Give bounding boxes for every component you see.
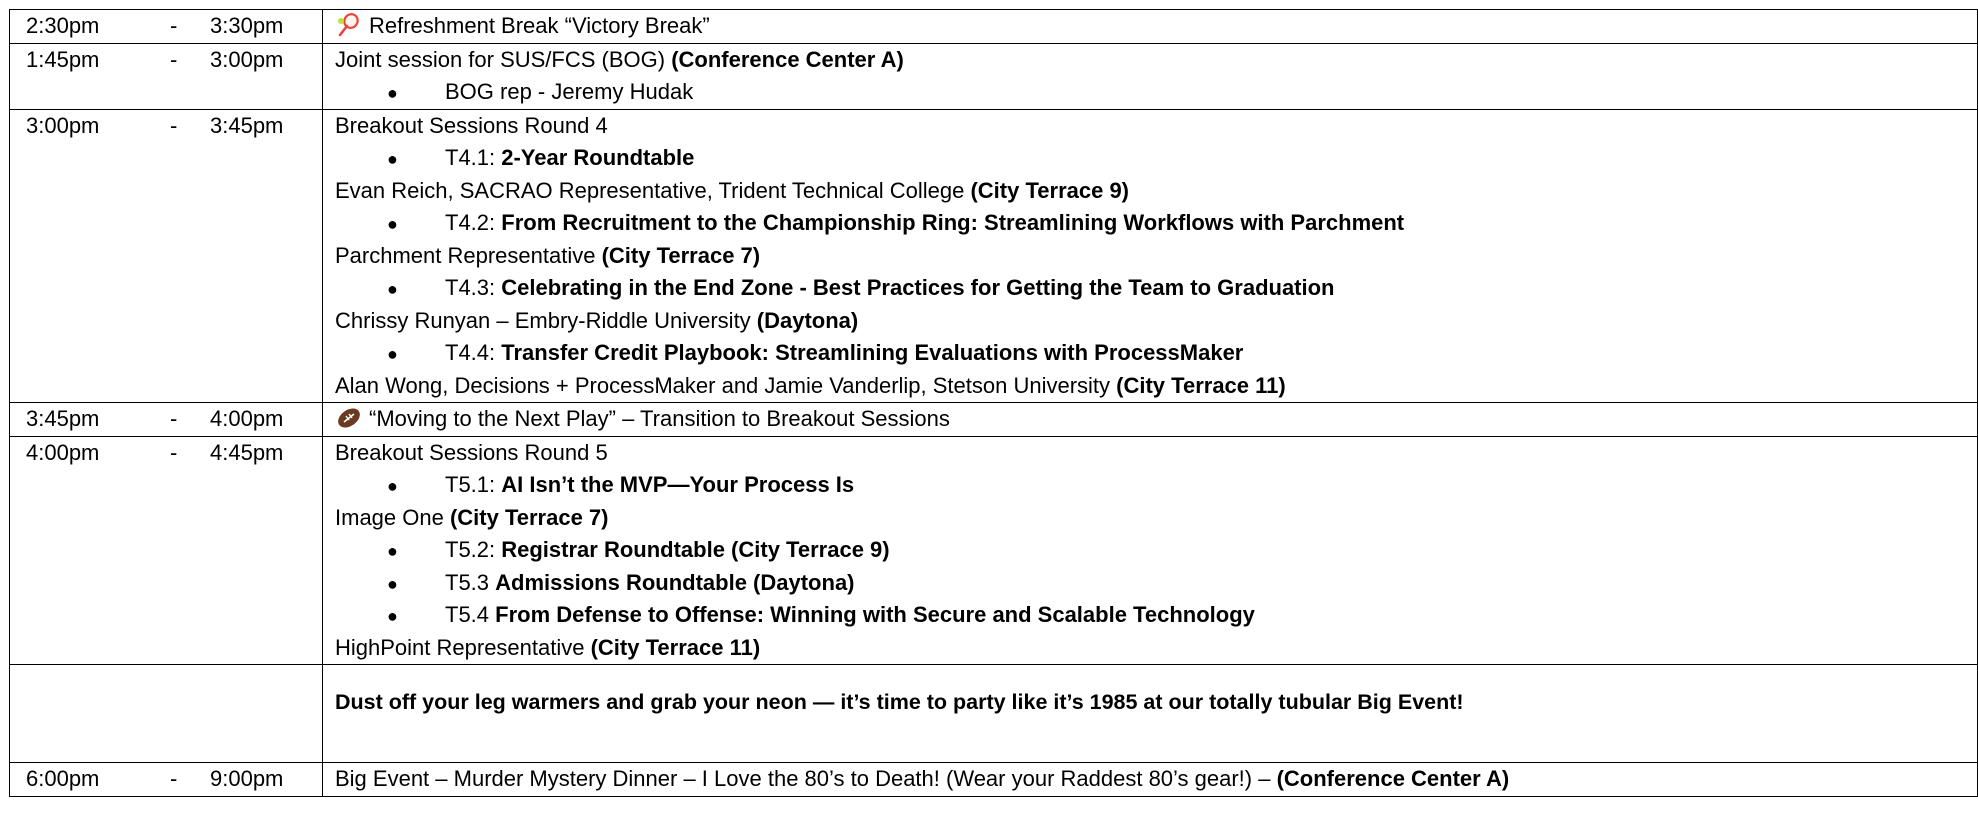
schedule-row [10, 109, 1978, 403]
session-code: T4.2: [445, 210, 502, 235]
description-cell [323, 665, 1978, 763]
session-name: From Defense to Offense: Winning with Secure and Scalable Technology [495, 602, 1255, 627]
description-cell [323, 109, 1978, 403]
bullet-icon: ● [387, 344, 398, 364]
time-cell [10, 403, 323, 437]
session-presenter: Image One [335, 504, 450, 530]
start-time: 1:45pm [26, 46, 100, 72]
session-name: Admissions Roundtable (Daytona) [495, 569, 855, 595]
session-presenter: Parchment Representative [335, 242, 602, 268]
session-room: (City Terrace 7) [601, 242, 761, 268]
bullet-text: BOG rep - Jeremy Hudak [445, 79, 694, 104]
event-room: (Conference Center A) [671, 46, 904, 72]
session-presenter: Alan Wong, Decisions + ProcessMaker and Jamie Vanderlip, Stetson University [335, 372, 1117, 398]
time-dash: - [170, 439, 178, 465]
schedule-row [10, 665, 1978, 763]
time-dash: - [170, 13, 178, 38]
schedule-table [9, 9, 1978, 797]
description-cell [323, 10, 1978, 44]
bullet-icon: ● [387, 149, 398, 169]
start-time: 6:00pm [26, 766, 100, 791]
time-dash: - [170, 406, 178, 431]
session-name: Transfer Credit Playbook: Streamlining Evaluations with ProcessMaker [501, 340, 1244, 365]
time-dash: - [170, 46, 178, 72]
session-presenter: HighPoint Representative [335, 634, 591, 660]
description-cell [323, 403, 1978, 437]
end-time: 3:00pm [210, 46, 284, 72]
time-cell [10, 665, 323, 763]
tennis-racket-icon [335, 12, 363, 38]
session-room: (City Terrace 11) [1116, 372, 1286, 398]
session-name: Celebrating in the End Zone - Best Practices for Getting the Team to Graduation [501, 275, 1335, 300]
session-room: (City Terrace 11) [590, 634, 761, 660]
bullet-icon: ● [387, 279, 398, 299]
schedule-row [10, 436, 1978, 665]
end-time: 4:45pm [210, 439, 284, 465]
session-presenter: Chrissy Runyan – Embry-Riddle University [335, 307, 757, 333]
time-cell [10, 43, 323, 109]
event-title: “Moving to the Next Play” – Transition to Breakout Sessions [369, 406, 950, 431]
session-code: T4.4: [445, 340, 502, 365]
time-dash: - [170, 766, 178, 791]
session-code: T4.3: [445, 275, 502, 300]
session-code: T4.1: [445, 145, 502, 170]
schedule-row [10, 10, 1978, 44]
start-time: 3:00pm [26, 112, 100, 138]
bullet-icon: ● [387, 541, 398, 561]
end-time: 4:00pm [210, 406, 284, 431]
big-event-note: Dust off your leg warmers and grab your neon — it’s time to party like it’s 1985 at our totally tubular Big Event! [335, 690, 1464, 714]
event-title: Breakout Sessions Round 5 [335, 439, 608, 465]
time-cell [10, 436, 323, 665]
session-code: T5.2: [445, 537, 502, 562]
time-cell [10, 109, 323, 403]
event-title: Breakout Sessions Round 4 [335, 112, 608, 138]
description-cell [323, 436, 1978, 665]
description-cell [323, 763, 1978, 797]
schedule-row [10, 403, 1978, 437]
session-name: From Recruitment to the Championship Ring: Streamlining Workflows with Parchment [501, 210, 1405, 235]
bullet-icon: ● [387, 83, 398, 103]
event-room: (Conference Center A) [1276, 766, 1510, 791]
session-name: AI Isn’t the MVP—Your Process Is [501, 472, 855, 497]
session-room: (City Terrace 9) [970, 177, 1130, 203]
end-time: 3:45pm [210, 112, 284, 138]
event-title: Refreshment Break “Victory Break” [369, 13, 710, 38]
bullet-icon: ● [387, 606, 398, 626]
start-time: 2:30pm [26, 13, 100, 38]
session-code: T5.1: [445, 472, 502, 497]
event-title: Big Event – Murder Mystery Dinner – I Love the 80’s to Death! (Wear your Raddest 80’s gear!) – [335, 766, 1277, 791]
schedule-row [10, 763, 1978, 797]
end-time: 3:30pm [210, 13, 284, 38]
football-icon [335, 405, 363, 431]
end-time: 9:00pm [210, 766, 284, 791]
time-cell [10, 763, 323, 797]
time-dash: - [170, 112, 178, 138]
session-name: 2-Year Roundtable [501, 145, 695, 170]
session-name: Registrar Roundtable (City Terrace 9) [501, 537, 890, 562]
time-cell [10, 10, 323, 44]
schedule-row [10, 43, 1978, 109]
session-room: (City Terrace 7) [449, 504, 609, 530]
description-cell [323, 43, 1978, 109]
session-code: T5.4 [445, 602, 496, 627]
bullet-icon: ● [387, 214, 398, 234]
start-time: 3:45pm [26, 406, 100, 431]
session-room: (Daytona) [756, 307, 859, 333]
bullet-icon: ● [387, 476, 398, 496]
event-title: Joint session for SUS/FCS (BOG) [335, 46, 672, 72]
session-code: T5.3 [445, 569, 496, 595]
bullet-icon: ● [387, 573, 398, 594]
start-time: 4:00pm [26, 439, 100, 465]
session-presenter: Evan Reich, SACRAO Representative, Trident Technical College [335, 177, 971, 203]
